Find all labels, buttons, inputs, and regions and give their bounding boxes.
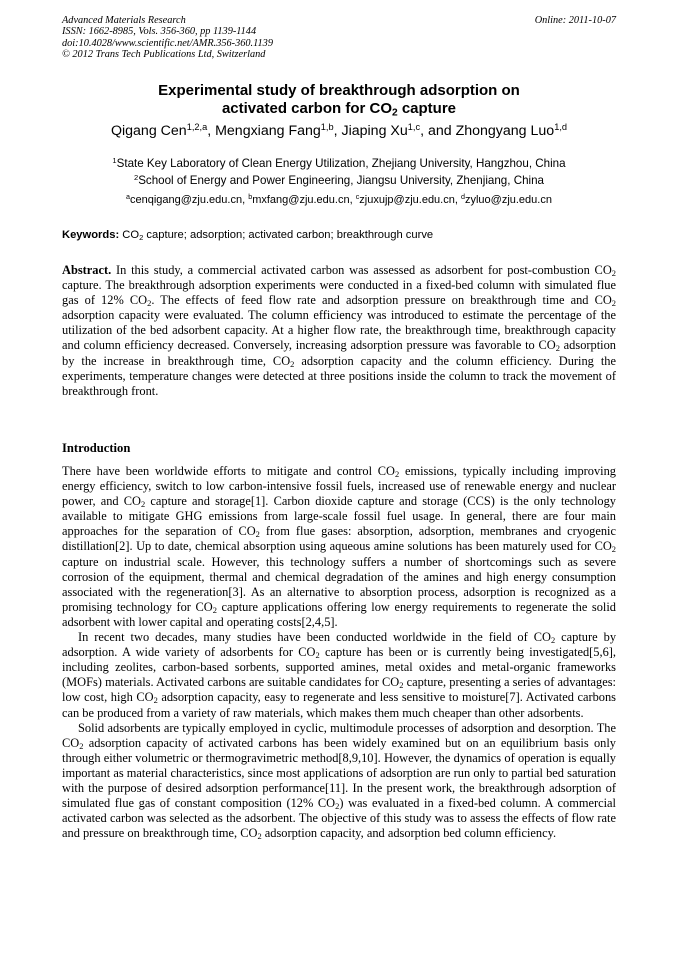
- email-c: [356, 194, 455, 206]
- keywords-label: Keywords:: [62, 229, 120, 241]
- author-4: [456, 123, 567, 139]
- introduction-body: [62, 464, 616, 841]
- keywords: [62, 228, 616, 243]
- title-line-1: Experimental study of breakthrough adsorption on: [158, 82, 520, 99]
- email-address: mxfang@zju.edu.cn: [252, 194, 350, 206]
- online-date: Online: 2011-10-07: [534, 15, 616, 26]
- abstract-text: In this study, a commercial activated carbon was assessed as adsorbent for post-combustion $CO_2$ capture. The breakthrough adsorption experiments were conducted in a fixed-bed column with simulated flue gas of 12% $CO_2$. The effects of feed flow rate and adsorption pressure on breakthrough time and $CO_2$ adsorption capacity were evaluated. The column efficiency was introduced to estimate the percentage of the utilization of the bed adsorbent capacity. At a higher flow rate, the breakthrough time, breakthrough capacity and column efficiency decreased. Conversely, increasing adsorption pressure was favorable to $CO_2$ adsorption by the increase in breakthrough time, $CO_2$ adsorption capacity and the column efficiency. During the experiments, temperature changes were detected at three positions inside the column to track the movement of breakthrough front.: [62, 263, 617, 398]
- doi-line: doi:10.4028/www.scientific.net/AMR.356-360.1139: [62, 37, 273, 49]
- email-address: zjuxujp@zju.edu.cn: [359, 194, 455, 206]
- affiliation-2: [62, 173, 616, 190]
- title-line-2: activated carbon for $CO_2$ capture: [221, 99, 457, 119]
- abstract-label: Abstract.: [62, 263, 112, 277]
- intro-paragraph-1: There have been worldwide efforts to mitigate and control $CO_2$ emissions, typically including improving energy efficiency, switch to low carbon-intensive fossil fuels, increased use of renewable energy and nuclear power, and $CO_2$ capture and storage[1]. Carbon dioxide capture and storage (CCS) is the only technology available to mitigate GHG emissions from large-scale fossil fuel usage. In general, there are four main approaches for the separation of $CO_2$ from flue gases: absorption, adsorption, membranes and cryogenic distillation[2]. Up to date, chemical absorption using aqueous amine solutions has been maturely used for $CO_2$ capture on industrial scale. However, this technology suffers a number of shortcomings such as severe corrosion of the equipment, thermal and chemical degradation of the amines and high energy consumption associated with the regeneration[3]. As an alternative to absorption process, adsorption is recognized as a promising technology for $CO_2$ capture applications offering low energy requirements to regenerate the solid adsorbent with lower capital and operating costs[2,4,5].: [62, 464, 617, 629]
- affiliation-text: School of Energy and Power Engineering, Jiangsu University, Zhenjiang, China: [138, 173, 544, 187]
- author-name: Qigang Cen: [110, 123, 187, 139]
- email-a: [126, 194, 242, 206]
- email-marker: a: [126, 193, 130, 202]
- journal-header: [62, 15, 616, 61]
- author-affiliation-marker: 1,c: [407, 121, 421, 132]
- keywords-text: $CO_2$ capture; adsorption; activated carbon; breakthrough curve: [119, 229, 434, 242]
- email-marker: b: [248, 193, 253, 202]
- email-address: cenqigang@zju.edu.cn: [130, 194, 243, 206]
- author-list: Qigang Cen$^{1,2,a}$, Mengxiang Fang$^{1,b}$, Jiaping Xu$^{1,c}$, and Zhongyang Luo$^{1,d}$: [110, 121, 568, 139]
- intro-paragraph-2: In recent two decades, many studies have been conducted worldwide in the field of $CO_2$ capture by adsorption. A wide variety of adsorbents for $CO_2$ capture has been or is currently being investigated[5,6], including zeolites, carbon-based sorbents, supported amines, metal oxides and metal-organic frameworks (MOFs) materials. Activated carbons are suitable candidates for $CO_2$ capture, presenting a series of advantages: low cost, high $CO_2$ adsorption capacity, easy to regenerate and less sensitive to moisture[7]. Activated carbons can be produced from a variety of raw materials, which makes them much cheaper than other adsorbents.: [62, 630, 617, 720]
- author-affiliation-marker: 1,d: [554, 121, 568, 132]
- author-affiliation-marker: 1,2,a: [186, 121, 208, 132]
- affiliation-1: [62, 156, 616, 173]
- journal-name: Advanced Materials Research: [62, 15, 186, 26]
- affiliation-marker: 1: [112, 155, 117, 165]
- email-b: [248, 194, 349, 206]
- email-list: $^a$cenqigang@zju.edu.cn, $^b$mxfang@zju.edu.cn, $^c$zjuxujp@zju.edu.cn, $^d$zyluo@zju.edu.cn: [126, 193, 552, 206]
- issn-line: ISSN: 1662-8985, Vols. 356-360, pp 1139-1144: [62, 26, 257, 38]
- copyright-line: © 2012 Trans Tech Publications Ltd, Switzerland: [62, 49, 266, 61]
- author-name: Mengxiang Fang: [215, 123, 321, 139]
- author-affiliation-marker: 1,b: [320, 121, 334, 132]
- section-heading-introduction: Introduction: [62, 441, 131, 455]
- intro-paragraph-3: Solid adsorbents are typically employed in cyclic, multimodule processes of adsorption and desorption. The $CO_2$ adsorption capacity of activated carbons has been widely examined but on an equilibrium basis only through either volumetric or thermogravimetric method[8,9,10]. However, the dynamics of operation is equally important as material characteristics, since most applications of adsorption are run only to partial bed saturation with the purpose of desired adsorption performance[11]. In the present work, the breakthrough adsorption of simulated flue gas of constant composition (12% $CO_2$) was evaluated in a fixed-bed column. A commercial activated carbon was selected as the adsorbent. The objective of this study was to assess the effects of flow rate and pressure on breakthrough time, $CO_2$ adsorption capacity, and adsorption bed column efficiency.: [62, 720, 616, 842]
- affiliation-text: State Key Laboratory of Clean Energy Utilization, Zhejiang University, Hangzhou, China: [116, 157, 566, 170]
- abstract: [62, 263, 616, 399]
- author-name: Zhongyang Luo: [455, 123, 555, 139]
- email-d: [461, 194, 552, 206]
- author-1: [111, 123, 207, 139]
- paper-title: [62, 82, 616, 117]
- author-2: [215, 123, 334, 139]
- email-marker: d: [460, 193, 465, 202]
- author-3: [342, 123, 421, 139]
- affiliation-list: [62, 156, 616, 189]
- email-address: zyluo@zju.edu.cn: [464, 194, 552, 206]
- affiliation-marker: 2: [133, 172, 139, 182]
- email-marker: c: [355, 193, 360, 202]
- author-name: Jiaping Xu: [341, 123, 408, 139]
